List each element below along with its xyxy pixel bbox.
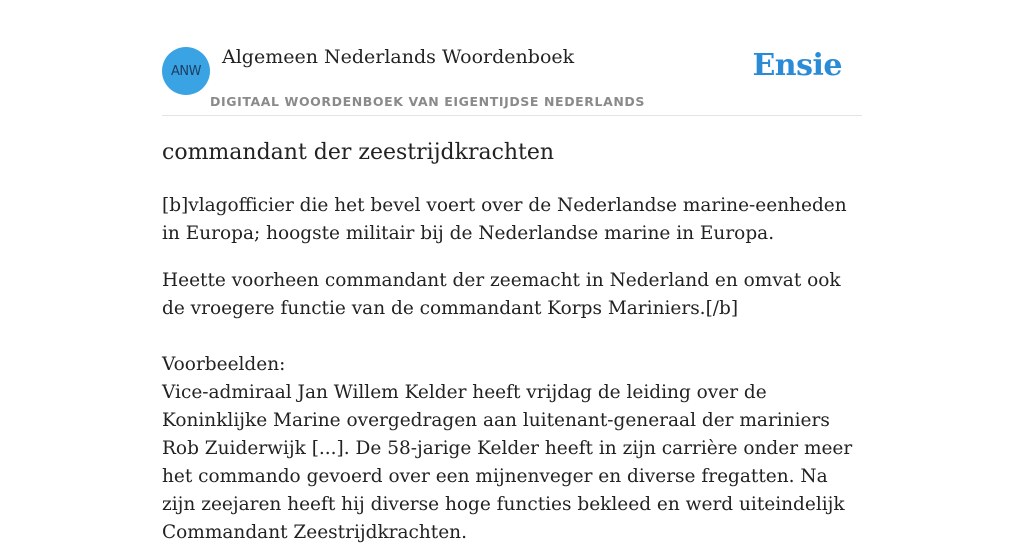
page xyxy=(162,0,862,543)
site-title[interactable]: Algemeen Nederlands Woordenboek xyxy=(222,46,575,68)
entry-definition: [b]vlagofficier die het bevel voert over de Nederlandse marine-eenheden in Europa; hoogste militair bij de Nederlandse marine in Europa. xyxy=(162,195,847,244)
logo-text: ANW xyxy=(171,63,201,79)
anw-logo[interactable] xyxy=(162,47,210,95)
site-subtitle: DIGITAAL WOORDENBOEK VAN EIGENTIJDSE NEDERLANDS xyxy=(210,94,646,109)
entry-title: commandant der zeestrijdkrachten xyxy=(162,140,555,165)
entry-examples: Voorbeelden: Vice-admiraal Jan Willem Kelder heeft vrijdag de leiding over de Koninklijke Marine overgedragen aan luitenant-generaal der mariniers Rob Zuiderwijk [...]. De 58-jarige Kelder heeft in zijn carrière onder meer het commando gevoerd over een mijnenveger en diverse fregatten. Na zijn zeejaren heeft hij diverse hoge functies bekleed en werd uiteindelijk Commandant Zeestrijdkrachten. xyxy=(162,354,853,543)
site-header xyxy=(162,0,862,116)
ensie-brand-link[interactable]: Ensie xyxy=(752,48,842,83)
entry-note: Heette voorheen commandant der zeemacht in Nederland en omvat ook de vroegere functie van de commandant Korps Mariniers.[/b] xyxy=(162,270,841,319)
